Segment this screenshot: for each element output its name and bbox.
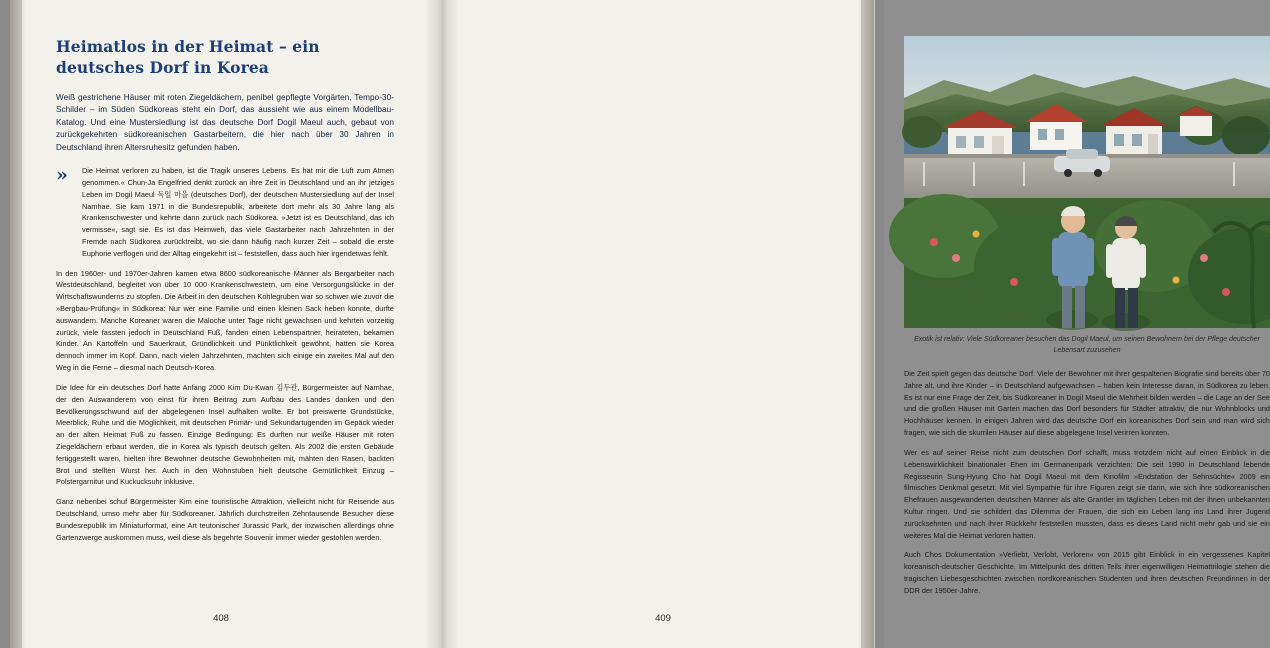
right-column (904, 36, 1270, 605)
page-right (442, 0, 1270, 648)
photo-illustration (904, 36, 1270, 328)
folio-left: 408 (213, 613, 229, 624)
body-paragraph-2: In den 1960er- und 1970er-Jahren kamen etwa 8600 südkoreanische Männer als Bergarbeiter nach Westdeutschland, begleitet von über 10 000 Krankenschwestern, um eine Versorgungslücke in der Wirtschaftswunderns zu stopfen. Die Arbeit in den deutschen Kohlegruben war so schwer wie zuvor die »Bergbau-Prüfung« in Südkorea: Nur wer eine Familie und einen kleinen Sack heben konnte, durfte auswandern. Manche Koreaner waren die Maloche unter Tage nicht gewachsen und kehrten vorzeitig zurück, viele fassten jedoch in Deutschland Fuß, fanden einen Lebenspartner, heirateten, bekamen Kinder. An Kartoffeln und Sauerkraut, Gründlichkeit und Pünktlichkeit gewöhnt, hatten sie Korea dennoch immer im Kopf. Dann, nach vielen Jahrzehnten, machten sich einige ein zweites Mal auf den Weg in die Ferne – diesmal nach Deutsch-Korea. (56, 268, 394, 373)
village-photo (904, 36, 1270, 328)
body-paragraph-1: Die Heimat verloren zu haben, ist die Tragik unseres Lebens. Es hat mir die Luft zum Atmen genommen.« Chun-Ja Engelfried denkt zurück an ihre Zeit in Deutschland und an ihr jetziges Leben im Dogil Maeul 독일 마을 (deutsches Dorf), der deutschen Mustersiedlung auf der Insel Namhae. Sie kam 1971 in die Bundesrepublik, arbeitete dort mehr als 30 Jahre lang als Krankenschwester und kehrte dann zurück nach Südkorea. »Jetzt ist es Deutschland, das ich vermisse«, sagt sie. Es ist das Heimweh, das viele Gastarbeiter nach Jahrzehnten in der Fremde nach Südkorea zurücktreibt, wo sie dann häufig nach kurzer Zeit – sobald die erste Euphorie verflogen und der Alltag eingekehrt ist – feststellen, dass auch hier irgendetwas fehlt. (82, 166, 394, 258)
quote-mark-icon: » (56, 164, 68, 187)
lead-paragraph: Weiß gestrichene Häuser mit roten Ziegeldächern, penibel gepflegte Vorgärten, Tempo-30-Schilder – im Süden Südkoreas steht ein Dorf, das aussieht wie aus einem Modellbau-Katalog. Und eine Mustersiedlung ist das deutsche Dorf Dogil Maeul auch, gebaut von zurückgekehrten südkoreanischen Gastarbeitern, die hier nach über 30 Jahren in Deutschland ihren Altersruhesitz gefunden haben. (56, 92, 394, 152)
right-paragraph-3: Auch Chos Dokumentation »Verliebt, Verlobt, Verloren« von 2015 gibt Einblick in ein vergessenes Kapitel koreanisch-deutscher Geschichte. Im Mittelpunkt des dritten Teils ihrer eigenwilligen Heimattrilogie stehen die tragischen Liebesgeschichten zwischen nordkoreanischen Studenten und ihren deutschen Freundinnen in der DDR der 1950er-Jahre. (904, 550, 1270, 595)
page-left (0, 0, 442, 648)
body-paragraph-3: Die Idee für ein deutsches Dorf hatte Anfang 2000 Kim Du-Kwan 김두관, Bürgermeister auf Namhae, der den Auswanderern von einst für ihren Beitrag zum Aufbau des Landes danken und den Bevölkerungsschwund auf der abgelegenen Insel aufhalten wollte. Er bot preiswerte Grundstücke, Meerblick, Ruhe und die Möglichkeit, mit deutschen Primär- und Sekundartugenden im Gepäck wieder an der alten Heimat Fuß zu fassen. Einzige Bedingung: Es durften nur weiße Häuser mit roten Ziegeldächern erbaut werden, die in Korea als typisch deutsch gelten. Als 2002 die ersten Gebäude fertiggestellt waren, hielten ihre Bewohner deutsche Gewohnheiten mit, mähten den Rasen, backten Brot und stellten Wurst her. Auch in den Wohnstuben hielt deutsche Gemütlichkeit Einzug – Polstergarnitur und Kuckucksuhr inklusive. (56, 382, 394, 487)
right-paragraph-2: Wer es auf seiner Reise nicht zum deutschen Dorf schafft, muss trotzdem nicht auf einen Einblick in die Lebenswirklichkeit binationaler Ehen im Germanenpark verzichten: Die seit 1990 in Deutschland lebende Regisseurin Sung-Hyung Cho hat Dogil Maeul mit dem Kinofilm »Endstation der Sehnsüchte« 2009 ein filmisches Denkmal gesetzt. Mit viel Sympathie für ihre Figuren zeigt sie darin, wie sich ihre südkoreanischen Ehefrauen ausgewanderten deutschen Männer als alte Grantler im täglichen Leben mit der ihnen unbekannten Kultur ringen. Und sie schildert das Dilemma der Frauen, die sich ein Leben lang ins Land ihrer Jugend zurücksehnten und nach ihrer Rückkehr feststellen mussten, dass es dieses Land nicht mehr gab und sie ein weiteres Mal die Heimat verloren hatten. (904, 447, 1270, 540)
page-title: Heimatlos in der Heimat – ein deutsches Dorf in Korea (56, 37, 320, 78)
pullquote-block (56, 165, 394, 260)
folio-right: 409 (655, 613, 671, 624)
body-paragraph-4: Ganz nebenbei schuf Bürgermeister Kim eine touristische Attraktion, vielleicht nicht für Reisende aus Deutschland, umso mehr aber für Südkoreaner. Jährlich durchstreifen Zehntausende Besucher diese Bundesrepublik im Miniaturformat, eine Art teutonischer Jurassic Park, der inzwischen allerdings ohne Gartenzwerge auskommen muss, weil diese als begehrte Souvenir immer wieder gestohlen werden. (56, 497, 394, 542)
left-column (56, 36, 394, 551)
photo-caption: Exotik ist relativ: Viele Südkoreaner besuchen das Dogil Maeul, um seinen Bewohnern bei der Pflege deutscher Lebensart zuzusehen (914, 336, 1260, 354)
right-paragraph-1: Die Zeit spielt gegen das deutsche Dorf. Viele der Bewohner mit ihrer gespaltenen Biografie sind bereits über 70 Jahre alt, und ihre Kinder – in Deutschland aufgewachsen – haben kein Interesse daran, in Südkorea zu leben. Es ist nur eine Frage der Zeit, bis Südkoreaner in Dogil Maeul die Mehrheit bilden werden – die Lage an der See und die großen Häuser mit Garten machen das Dorf besonders für Städter attraktiv, die nur Wohnblocks und Hochhäuser kennen. In einigen Jahren wird das deutsche Dorf ein koreanisches Dorf sein und man wird sich fragen, wie sich die skurrilen Häuser auf diese abgelegene Insel verirren konnten. (904, 369, 1270, 438)
